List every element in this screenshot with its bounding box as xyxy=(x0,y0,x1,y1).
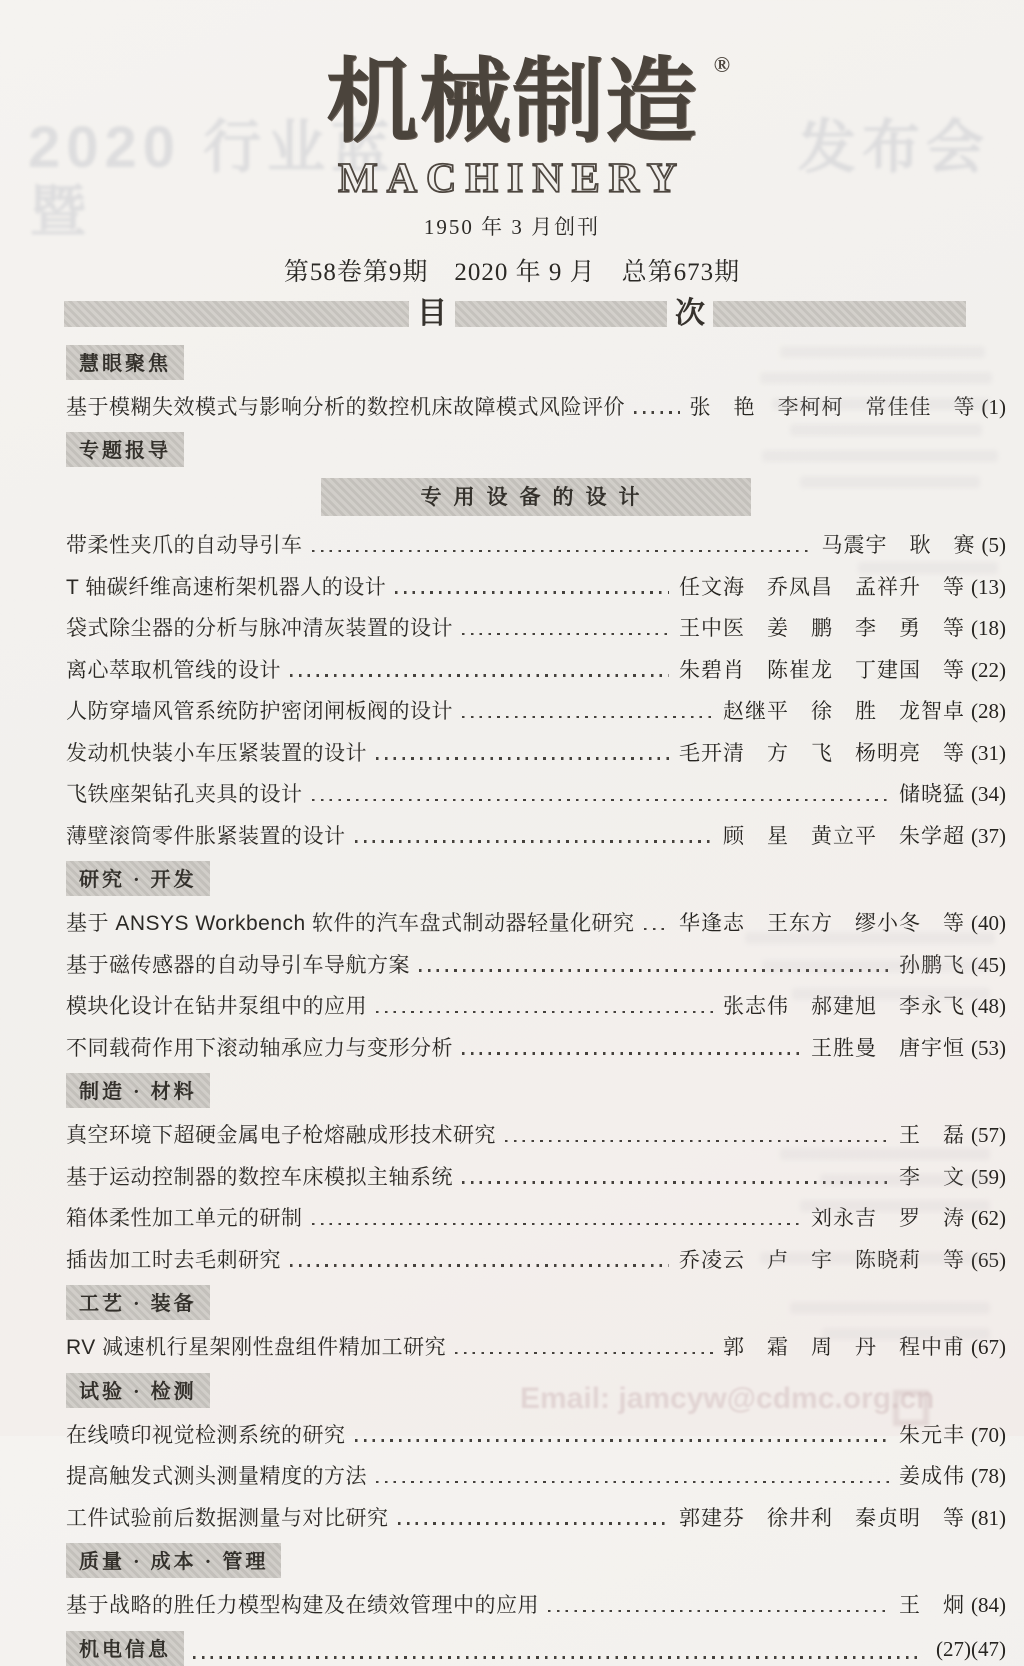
article-page: (22) xyxy=(971,657,1006,682)
toc-entry xyxy=(66,820,1006,850)
article-title: 工件试验前后数据测量与对比研究 xyxy=(66,1506,389,1530)
toc-entry xyxy=(66,571,1006,601)
dotted-leader xyxy=(634,411,680,414)
article-title: 在线喷印视觉检测系统的研究 xyxy=(66,1423,346,1447)
article-title: 薄壁滚筒零件胀紧装置的设计 xyxy=(66,824,346,848)
article-title: 带柔性夹爪的自动导引车 xyxy=(66,534,303,558)
toc-entry xyxy=(66,737,1006,767)
article-authors: 任文海 乔凤昌 孟祥升 等 xyxy=(679,574,965,599)
dotted-leader xyxy=(193,1656,920,1659)
article-page: (18) xyxy=(971,616,1006,641)
article-page: (34) xyxy=(971,782,1006,807)
article-authors: 王 磊 xyxy=(899,1123,965,1148)
article-authors: 朱元丰 xyxy=(899,1422,965,1447)
article-authors: 储晓猛 xyxy=(899,782,965,807)
article-title: 基于模糊失效模式与影响分析的数控机床故障模式风险评价 xyxy=(66,395,625,419)
toc-entry xyxy=(66,1119,1006,1149)
dotted-leader xyxy=(395,591,669,594)
toc-entry xyxy=(66,1502,1006,1532)
toc-entry xyxy=(66,990,1006,1020)
dotted-leader xyxy=(455,1352,713,1355)
dotted-leader xyxy=(312,550,812,553)
toc-entry xyxy=(66,1244,1006,1274)
article-page: (48) xyxy=(971,994,1006,1019)
article-page: (67) xyxy=(971,1335,1006,1360)
article-title: RV 减速机行星架刚性盘组件精加工研究 xyxy=(66,1336,447,1360)
article-title: 基于磁传感器的自动导引车导航方案 xyxy=(66,953,410,977)
dotted-leader xyxy=(290,1264,669,1267)
dotted-leader xyxy=(376,1011,713,1014)
toc-entry xyxy=(66,695,1006,725)
toc-bar-segment xyxy=(64,301,409,327)
article-page: (57) xyxy=(971,1123,1006,1148)
article-authors: 姜成伟 xyxy=(899,1464,965,1489)
section-header xyxy=(66,1285,1006,1320)
article-authors: 刘永吉 罗 涛 xyxy=(811,1206,965,1231)
toc-bar-segment xyxy=(455,301,667,327)
article-title: 不同载荷作用下滚动轴承应力与变形分析 xyxy=(66,1036,453,1060)
toc-body xyxy=(66,345,1006,1666)
article-page: (40) xyxy=(971,911,1006,936)
bleed-through-email: Email: jamcyw@cdmc.org.cn xyxy=(520,1382,935,1415)
dotted-leader xyxy=(505,1140,889,1143)
toc-entry xyxy=(66,1032,1006,1062)
article-authors: 王中医 姜 鹏 李 勇 等 xyxy=(679,616,965,641)
founding-date-line: 1950 年 3 月创刊 xyxy=(423,214,601,239)
journal-title-chinese: 机械制造 xyxy=(325,51,698,153)
article-authors: 马震宇 耿 赛 xyxy=(821,533,976,558)
article-authors: 朱碧肖 陈崔龙 丁建国 等 xyxy=(679,657,965,682)
toc-entry xyxy=(66,1419,1006,1449)
section-label: 慧眼聚焦 xyxy=(66,345,184,380)
article-page: (59) xyxy=(971,1164,1006,1189)
subheader-label: 专用设备的设计 xyxy=(321,478,751,516)
dotted-leader xyxy=(462,633,669,636)
article-page: (45) xyxy=(971,952,1006,977)
toc-entry xyxy=(66,612,1006,642)
toc-title-bar xyxy=(64,297,966,331)
section-header xyxy=(66,1543,1006,1578)
section-pages: (27)(47) xyxy=(936,1636,1006,1661)
journal-title-english: MACHINERY xyxy=(338,155,686,202)
article-page: (31) xyxy=(971,740,1006,765)
article-title: 箱体柔性加工单元的研制 xyxy=(66,1207,303,1231)
article-title: 人防穿墙风管系统防护密闭闸板阀的设计 xyxy=(66,700,453,724)
article-page: (81) xyxy=(971,1505,1006,1530)
section-label: 试验 · 检测 xyxy=(66,1373,210,1408)
article-page: (78) xyxy=(971,1464,1006,1489)
dotted-leader xyxy=(376,1481,889,1484)
toc-entry xyxy=(66,778,1006,808)
article-page: (1) xyxy=(981,394,1006,419)
dotted-leader xyxy=(312,799,890,802)
section-label: 制造 · 材料 xyxy=(66,1073,210,1108)
article-authors: 郭 霜 周 丹 程中甫 xyxy=(723,1335,965,1360)
article-page: (28) xyxy=(971,699,1006,724)
article-page: (53) xyxy=(971,1035,1006,1060)
dotted-leader xyxy=(419,969,889,972)
toc-entry xyxy=(66,1161,1006,1191)
article-page: (37) xyxy=(971,823,1006,848)
dotted-leader xyxy=(355,1439,890,1442)
toc-entry xyxy=(66,1460,1006,1490)
section-label: 机电信息 xyxy=(66,1631,184,1666)
toc-entry xyxy=(66,391,1006,421)
bleed-through-text: 发布会 xyxy=(797,115,990,180)
article-authors: 张志伟 郝建旭 李永飞 xyxy=(723,994,965,1019)
article-title: T 轴碳纤维高速桁架机器人的设计 xyxy=(66,575,387,599)
toc-entry xyxy=(66,907,1006,937)
dotted-leader xyxy=(462,1181,889,1184)
toc-char-ci: 次 xyxy=(675,297,705,331)
article-title: 基于 ANSYS Workbench 软件的汽车盘式制动器轻量化研究 xyxy=(66,912,635,936)
toc-entry xyxy=(66,1202,1006,1232)
article-title: 真空环境下超硬金属电子枪熔融成形技术研究 xyxy=(66,1124,496,1148)
masthead xyxy=(0,0,1024,288)
toc-bar-segment xyxy=(713,301,966,327)
section-header xyxy=(66,1073,1006,1108)
article-authors: 王 炯 xyxy=(899,1593,965,1618)
dotted-leader xyxy=(290,674,669,677)
dotted-leader xyxy=(462,1052,801,1055)
article-title: 发动机快装小车压紧装置的设计 xyxy=(66,741,367,765)
toc-char-mu: 目 xyxy=(417,297,447,331)
article-authors: 乔凌云 卢 宇 陈晓莉 等 xyxy=(679,1247,965,1272)
toc-entry xyxy=(66,529,1006,559)
toc-entry-inline xyxy=(66,1631,1006,1666)
dotted-leader xyxy=(312,1223,802,1226)
article-page: (70) xyxy=(971,1422,1006,1447)
section-header xyxy=(66,345,1006,380)
article-authors: 李 文 xyxy=(899,1164,965,1189)
registered-trademark-mark: ® xyxy=(713,52,730,77)
journal-title-wrap xyxy=(325,51,730,153)
article-page: (84) xyxy=(971,1593,1006,1618)
dotted-leader xyxy=(644,928,669,931)
article-title: 基于战略的胜任力模型构建及在绩效管理中的应用 xyxy=(66,1594,539,1618)
article-title: 模块化设计在钻井泵组中的应用 xyxy=(66,995,367,1019)
article-authors: 华逢志 王东方 缪小冬 等 xyxy=(679,911,965,936)
article-authors: 顾 星 黄立平 朱学超 xyxy=(723,823,965,848)
article-authors: 毛开清 方 飞 杨明亮 等 xyxy=(679,740,965,765)
section-header xyxy=(66,432,1006,467)
section-subheader xyxy=(66,478,1006,516)
dotted-leader xyxy=(376,757,669,760)
dotted-leader xyxy=(548,1610,889,1613)
section-label: 研究 · 开发 xyxy=(66,861,210,896)
bleed-through-text: 暨 xyxy=(30,180,86,243)
section-header xyxy=(66,861,1006,896)
article-authors: 王胜曼 唐宇恒 xyxy=(811,1035,965,1060)
article-title: 基于运动控制器的数控车床模拟主轴系统 xyxy=(66,1165,453,1189)
article-page: (13) xyxy=(971,574,1006,599)
article-authors: 张 艳 李柯柯 常佳佳 等 xyxy=(689,394,976,419)
toc-entry xyxy=(66,1331,1006,1361)
dotted-leader xyxy=(398,1522,670,1525)
volume-issue-line: 第58卷第9期 2020 年 9 月 总第673期 xyxy=(283,258,741,286)
toc-entry xyxy=(66,949,1006,979)
article-page: (5) xyxy=(981,533,1006,558)
section-label: 专题报导 xyxy=(66,432,184,467)
toc-entry xyxy=(66,1589,1006,1619)
section-label: 质量 · 成本 · 管理 xyxy=(66,1543,281,1578)
article-title: 袋式除尘器的分析与脉冲清灰装置的设计 xyxy=(66,617,453,641)
article-page: (65) xyxy=(971,1247,1006,1272)
dotted-leader xyxy=(355,840,714,843)
article-page: (62) xyxy=(971,1206,1006,1231)
section-header xyxy=(66,1373,1006,1408)
article-authors: 郭建芬 徐井利 秦贞明 等 xyxy=(679,1505,965,1530)
article-authors: 孙鹏飞 xyxy=(899,952,965,977)
toc-entry xyxy=(66,654,1006,684)
section-label: 工艺 · 装备 xyxy=(66,1285,210,1320)
article-title: 离心萃取机管线的设计 xyxy=(66,658,281,682)
article-title: 飞铁座架钻孔夹具的设计 xyxy=(66,783,303,807)
article-authors: 赵继平 徐 胜 龙智卓 xyxy=(723,699,965,724)
article-title: 插齿加工时去毛刺研究 xyxy=(66,1248,281,1272)
bleed-through-text: 2020 行业蓝 xyxy=(28,115,396,180)
article-title: 提高触发式测头测量精度的方法 xyxy=(66,1465,367,1489)
dotted-leader xyxy=(462,716,713,719)
